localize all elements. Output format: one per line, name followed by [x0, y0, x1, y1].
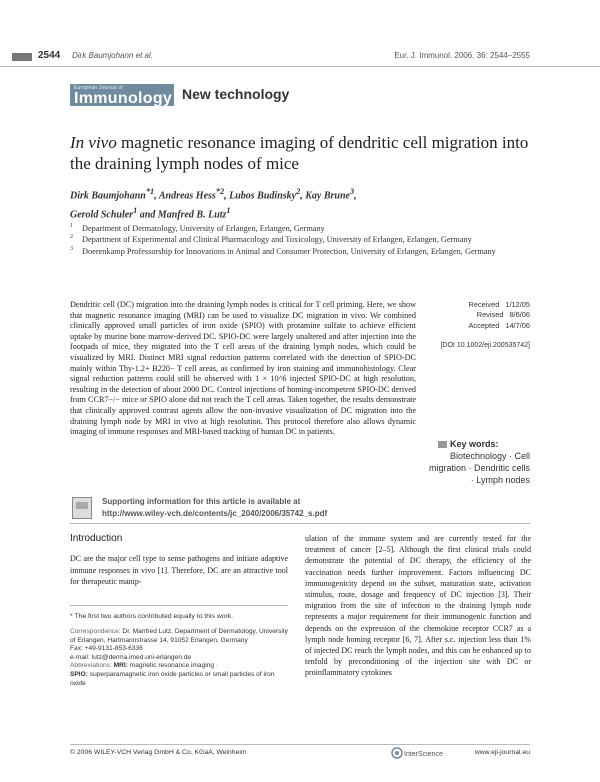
affiliations [70, 223, 540, 257]
page-marker-icon [12, 53, 32, 61]
interscience-logo [390, 744, 446, 760]
author: Lubos Budinsky [229, 190, 297, 202]
body-column-left: DC are the major cell type to sense pathogens and initiate adaptive immune responses in vivo [1]. Therefore, DC are an attractive tool for therapeutic manip- [70, 554, 288, 586]
author: Kay Brune [305, 190, 350, 202]
correspondence-note: Correspondence: Dr. Manfred Lutz, Department of Dermatology, University of Erlangen, Hartmannstrasse 14, 91052 Erlangen, Germany Fax: +49-9131-853-6336 e-mail: lutz@derma.imed.uni-erlangen.de Abbreviations: MRI: magnetic resonance imaging · SPIO: superparamagnetic iron oxide particles or small particles of iron oxide [70, 628, 288, 687]
footnote-divider [70, 605, 288, 606]
header-divider [0, 66, 600, 67]
body-column-right: ulation of the immune system and are currently tested for the treatment of cancer [2–5]. Although the first clinical trials could demonstrate the potential of DC therapy, the efficiency of the vaccination needs further improvement. Factors influencing DC immunogenicity depend on the subset, maturation state, activation stimulus, route, dosage and frequency of DC injection [3]. Their migration from the site of infection to the draining lymph node represents a major requirement for their immunogenic function and depends on the expression of the chemokine receptor CCR7 as a lymph node homing receptor [6, 7]. After s.c. injection less than 1% of injected DC reach the lymph nodes, and this can be enhanced up to tenfold by preconditioning of the injection site with DC or proinflammatory cytokines [305, 534, 531, 678]
svg-text:InterScience: InterScience [404, 751, 443, 758]
article-title: In vivo magnetic resonance imaging of dendritic cell migration into the draining lymph nodes of mice [70, 133, 529, 173]
affiliation: 2 Department of Experimental and Clinical Pharmacology and Toxicology, University of Erlangen, Erlangen, Germany [70, 234, 472, 245]
doi: [DOI 10.1002/eji.200535742] [440, 342, 530, 349]
author: Gerold Schuler [70, 209, 134, 221]
abstract: Dendritic cell (DC) migration into the draining lymph nodes is critical for T cell priming. Here, we show that magnetic resonance imaging (MRI) can be used to visualize DC migration in vivo. We combined clinically approved small particles of iron oxide (SPIO) with protamine sulfate to achieve efficient uptake by murine bone marrow-derived DC. SPIO-DC were largely unaltered and after injection into the footpads of mice, they migrated into the T cell areas of the draining lymph nodes, which could be visualized by MRI. Distinct MRI signal reduction patterns correlated with the detection of SPIO-DC mainly within Thy-1.2+ B220− T cell areas, as confirmed by iron staining and immunohistology. Clear signal reduction patterns could still be observed with 1 × 10^6 injected SPIO-DC at high resolution, resulting in the detection of about 2000 DC. Control injections of homing-incompetent SPIO-DC derived from CCR7−/− mice or SPIO alone did not reach the T cell areas. Taken together, the results demonstrate that clinically approved contrast agents allow the non-invasive visualization of DC migration into the draining lymph node by MRI in vivo at high resolution. This protocol therefore also allows dynamic imaging of immune responses and MRI-based tracking of human DC in patients. [70, 300, 416, 437]
footer-divider [70, 744, 530, 745]
copyright: © 2006 WILEY-VCH Verlag GmbH & Co. KGaA, Weinheim [70, 749, 247, 756]
journal-reference: Eur. J. Immunol. 2006. 36: 2544–2555 [394, 51, 530, 60]
equal-contribution-note: * The first two authors contributed equally to this work. [70, 613, 234, 620]
affiliation: 1 Department of Dermatology, University of Erlangen, Erlangen, Germany [70, 223, 325, 233]
email-link[interactable]: e-mail: lutz@derma.imed.uni-erlangen.de [70, 653, 192, 661]
section-heading: New technology [182, 86, 290, 102]
running-authors: Dirk Baumjohann et al. [72, 51, 153, 60]
page-number: 2544 [38, 50, 61, 61]
author: Andreas Hess [158, 190, 216, 202]
affiliation: 3 Doerenkamp Professorship for Innovations in Animal and Consumer Protection, University of Erlangen, Erlangen, Germany [70, 245, 496, 256]
journal-logo-title: Immunology [74, 90, 173, 107]
author: Dirk Baumjohann [70, 190, 146, 202]
author: Manfred B. Lutz [157, 209, 227, 221]
divider [70, 523, 530, 524]
supporting-info: Supporting information for this article is available at http://www.wiley-vch.de/contents/jc_2040/2006/35742_s.pdf [102, 497, 328, 518]
journal-url[interactable]: www.eji-journal.eu [474, 749, 530, 756]
keywords-marker-icon [438, 441, 447, 448]
keywords: Biotechnology · Cell migration · Dendritic cells · Lymph nodes [428, 451, 530, 485]
supporting-info-icon [72, 497, 92, 519]
publication-dates: Received 1/12/05 Revised 8/6/06 Accepted 14/7/06 [468, 300, 530, 330]
supporting-info-link[interactable]: http://www.wiley-vch.de/contents/jc_2040/2006/35742_s.pdf [102, 509, 328, 518]
introduction-heading: Introduction [70, 533, 123, 544]
keywords-heading: Key words: [450, 439, 499, 449]
author-list: Dirk Baumjohann$^{*1}$, Andreas Hess$^{*2}$, Lubos Budinsky$^2$, Kay Brune$^3$, Gerold Schuler$^1$ and Manfred B. Lutz$^1$ [70, 187, 357, 221]
journal-logo-subtitle: European Journal of [74, 85, 123, 91]
